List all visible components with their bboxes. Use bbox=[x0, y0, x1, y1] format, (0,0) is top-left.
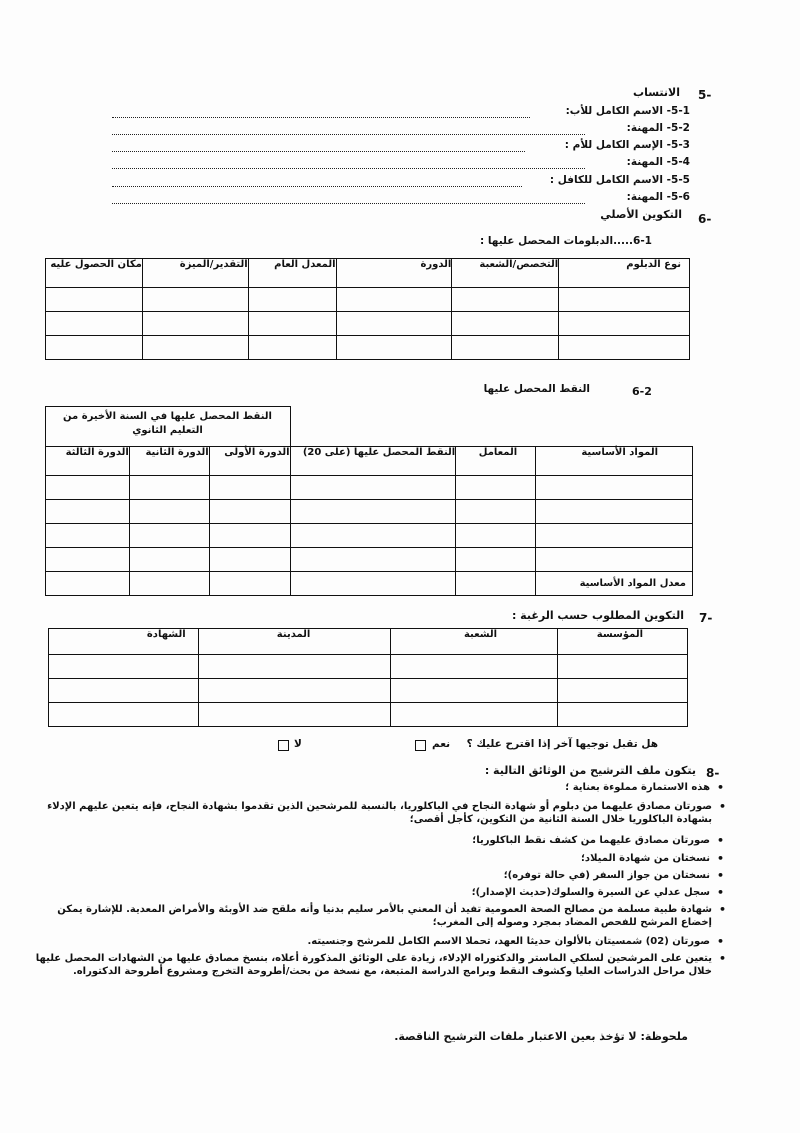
header-place: مكان الحصول عليه bbox=[46, 259, 143, 288]
list-item: صورتان مصادق عليهما من دبلوم أو شهادة النجاح في الباكلوريا، بالنسبة للمرشحين الذين تقدموا بشهادة النجاح، فإنه يتعين عليهم الإدلاء بشهادة الباكلوريا خلال السنة الثانية من التكوين، كأجل أقصى؛ • bbox=[27, 800, 712, 826]
no-checkbox[interactable] bbox=[278, 740, 289, 751]
diplomas-table bbox=[45, 258, 690, 360]
section-5-title: الانتساب bbox=[633, 86, 680, 99]
section-6-2-title: النقط المحصل عليها bbox=[483, 383, 590, 395]
list-item: نسختان من جواز السفر (في حالة توفره)؛ • bbox=[100, 869, 710, 882]
table-row bbox=[49, 679, 688, 703]
section-8-number: 8- bbox=[706, 766, 720, 780]
section-8-title: يتكون ملف الترشيح من الوثائق التالية : bbox=[484, 764, 696, 777]
header-coefficient: المعامل bbox=[456, 447, 536, 476]
yes-label: نعم bbox=[432, 738, 451, 750]
field-mother-job-label: 5-4- المهنة: bbox=[626, 156, 690, 168]
list-item: شهادة طبية مسلمة من مصالح الصحة العمومية تفيد أن المعني بالأمر سليم بدنيا وأنه ملقح ضد الأوبئة والأمراض المعدية. للإشارة يمكن إخضاع المرشح للفحص المضاد بمجرد وصوله إلى المغرب؛ • bbox=[27, 903, 712, 929]
header-specialty: التخصص/الشعبة bbox=[452, 259, 559, 288]
list-item: صورتان مصادق عليهما من كشف نقط الباكلوريا؛ • bbox=[100, 834, 710, 847]
header-city: المدينة bbox=[198, 629, 391, 655]
footer-note: ملحوظة: لا تؤخذ بعين الاعتبار ملفات الترشيح الناقصة. bbox=[394, 1030, 688, 1043]
field-mother-name-line[interactable] bbox=[112, 151, 525, 152]
grades-table bbox=[45, 446, 693, 596]
table-row bbox=[46, 572, 693, 596]
field-guardian-name-line[interactable] bbox=[112, 186, 522, 187]
list-item: هذه الاستمارة مملوءة بعناية ؛ • bbox=[100, 781, 710, 794]
list-item: سجل عدلي عن السيرة والسلوك(حديث الإصدار)؛ • bbox=[100, 886, 710, 899]
header-grade: التقدير/الميزة bbox=[142, 259, 248, 288]
table-row bbox=[46, 312, 690, 336]
reorientation-question: هل تقبل توجيها آخر إذا اقترح عليك ؟ bbox=[466, 738, 658, 750]
header-third-session: الدورة الثالثة bbox=[46, 447, 130, 476]
no-label: لا bbox=[294, 738, 302, 750]
table-row bbox=[46, 524, 693, 548]
field-father-name-label: 5-1- الاسم الكامل للأب: bbox=[565, 105, 690, 117]
header-average: المعدل العام bbox=[248, 259, 336, 288]
section-5-number: 5- bbox=[698, 88, 712, 102]
header-session: الدورة bbox=[336, 259, 452, 288]
table-row bbox=[46, 500, 693, 524]
table-row bbox=[46, 476, 693, 500]
table-row bbox=[46, 288, 690, 312]
header-branch: الشعبة bbox=[391, 629, 558, 655]
table-row bbox=[46, 548, 693, 572]
field-father-name-line[interactable] bbox=[112, 117, 530, 118]
field-guardian-job-line[interactable] bbox=[112, 203, 585, 204]
table-row bbox=[49, 655, 688, 679]
list-item: نسختان من شهادة الميلاد؛ • bbox=[100, 852, 710, 865]
header-subjects: المواد الأساسية bbox=[536, 447, 693, 476]
section-7-number: 7- bbox=[699, 611, 713, 625]
header-certificate: الشهادة bbox=[49, 629, 199, 655]
table-row bbox=[46, 336, 690, 360]
grades-group-header: النقط المحصل عليها في السنة الأخيرة من التعليم الثانوي bbox=[63, 411, 272, 436]
section-6-number: 6- bbox=[698, 212, 712, 226]
list-item: صورتان (02) شمسيتان بالألوان حديثا العهد، تحملا الاسم الكامل للمرشح وجنسيته. • bbox=[100, 935, 710, 948]
list-item: يتعين على المرشحين لسلكي الماستر والدكتوراه الإدلاء، زيادة على الوثائق المذكورة أعلاه، بنسخ مصادق عليها من الشهادات المحصل عليها خلال مراحل الدراسات العليا وكشوف النقط وبرامج الدراسة المتبعة، مع نسخة من بحث/أطروحة التخرج ومشروع أطروحة الدكتوراه. • bbox=[27, 952, 712, 978]
field-father-job-label: 5-2- المهنة: bbox=[626, 122, 690, 134]
field-father-job-line[interactable] bbox=[112, 134, 585, 135]
header-second-session: الدورة الثانية bbox=[129, 447, 209, 476]
section-7-title: التكوين المطلوب حسب الرغبة : bbox=[511, 609, 684, 622]
grades-group-border bbox=[45, 406, 291, 447]
section-6-1-title: 6-1.....الدبلومات المحصل عليها : bbox=[480, 235, 652, 247]
header-diploma-type: نوع الدبلوم bbox=[559, 259, 690, 288]
header-first-session: الدورة الأولى bbox=[209, 447, 290, 476]
field-mother-name-label: 5-3- الإسم الكامل للأم : bbox=[564, 139, 690, 151]
section-6-2-number: 6-2 bbox=[632, 385, 652, 398]
yes-checkbox[interactable] bbox=[415, 740, 426, 751]
table-row bbox=[49, 703, 688, 727]
field-guardian-job-label: 5-6- المهنة: bbox=[626, 191, 690, 203]
average-label: معدل المواد الأساسية bbox=[536, 572, 693, 596]
header-points: النقط المحصل عليها (على 20) bbox=[290, 447, 456, 476]
field-guardian-name-label: 5-5- الاسم الكامل للكافل : bbox=[549, 174, 690, 186]
field-mother-job-line[interactable] bbox=[112, 168, 585, 169]
training-table bbox=[48, 628, 688, 727]
header-institution: المؤسسة bbox=[558, 629, 688, 655]
section-6-title: التكوين الأصلي bbox=[600, 208, 682, 221]
